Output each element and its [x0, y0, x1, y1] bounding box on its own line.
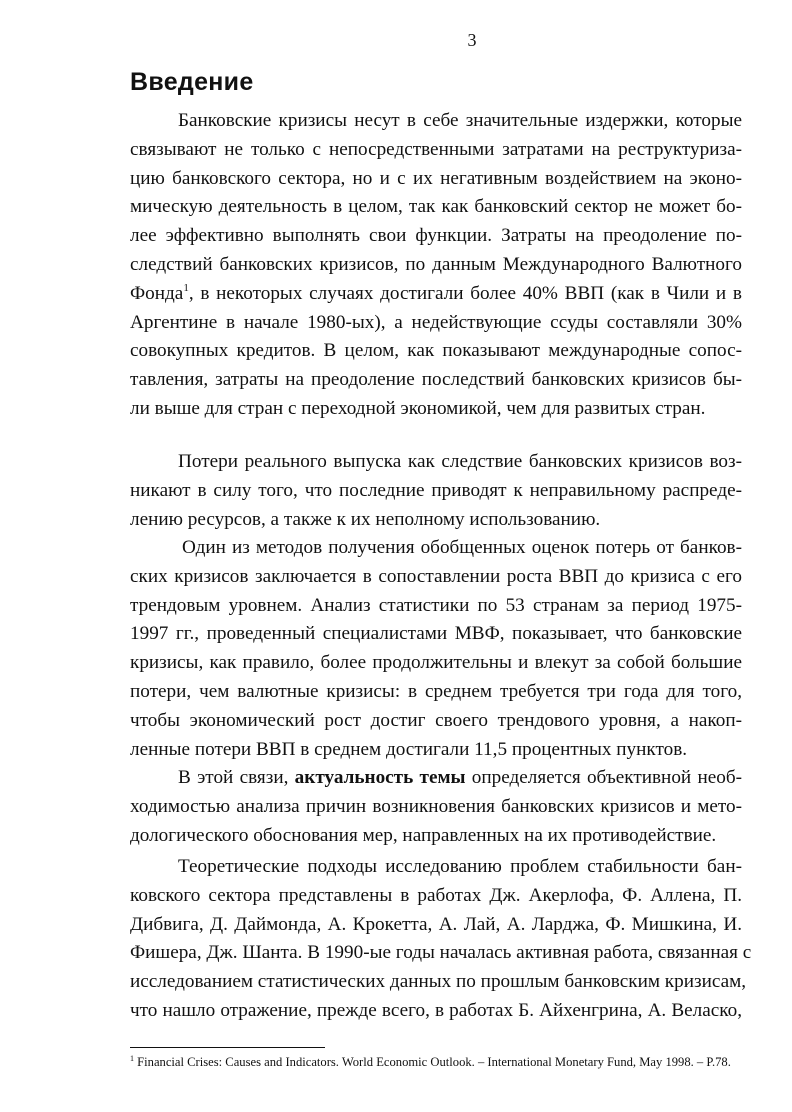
text-line: следствий банковских кризисов, по данным Международного Валютного	[130, 253, 742, 275]
text-line: ковского сектора представлены в работах Дж. Акерлофа, Ф. Аллена, П.	[130, 884, 742, 906]
paragraph-5	[130, 853, 752, 1026]
text-line: ходимостью анализа причин возникновения банковских кризисов и мето-	[130, 795, 742, 817]
text-line: Дибвига, Д. Даймонда, А. Крокетта, А. Лай, А. Ларджа, Ф. Мишкина, И.	[130, 913, 742, 935]
text-line: ли выше для стран с переходной экономикой, чем для развитых стран.	[130, 397, 706, 419]
text-line: ленные потери ВВП в среднем достигали 11,5 процентных пунктов.	[130, 738, 688, 760]
text-line: трендовым уровнем. Анализ статистики по 53 странам за период 1975-	[130, 594, 742, 616]
page-number: 3	[467, 30, 477, 50]
text-line: что нашло отражение, прежде всего, в работах Б. Айхенгрина, А. Веласко,	[130, 999, 742, 1021]
text-line: исследованием статистических данных по прошлым банковским кризисам,	[130, 971, 747, 993]
text-line: Банковские кризисы несут в себе значительные издержки, которые	[178, 110, 742, 131]
text-line: совокупных кредитов. В целом, как показывают международные сопос-	[130, 340, 742, 362]
text-line: тавления, затраты на преодоление последствий банковских кризисов бы-	[130, 369, 742, 391]
text-line: Фишера, Дж. Шанта. В 1990-ые годы началась активная работа, связанная с	[130, 942, 752, 964]
paragraph-4	[130, 764, 742, 850]
bold-text: актуальность темы	[294, 767, 466, 788]
text-line	[130, 280, 742, 309]
text-segment: определяется объективной необ-	[465, 767, 742, 788]
text-line: связывают не только с непосредственными затратами на реструктуриза-	[130, 138, 742, 160]
text-line: лее эффективно выполнять свои функции. Затраты на преодоление по-	[130, 225, 742, 247]
text-line: никают в силу того, что последние приводят к неправильному распреде-	[130, 479, 742, 501]
paragraph-1	[130, 107, 742, 424]
text-line	[130, 764, 742, 793]
text-line: Потери реального выпуска как следствие банковских кризисов воз-	[178, 451, 742, 472]
paragraph-2	[130, 448, 742, 534]
footnote-reference: 1	[183, 281, 189, 294]
text-line: Теоретические подходы исследованию проблем стабильности бан-	[178, 856, 742, 877]
text-line: кризисы, как правило, более продолжительны и влекут за собой большие	[130, 652, 742, 674]
text-segment: В этой связи,	[178, 767, 295, 788]
section-heading: Введение	[130, 68, 254, 96]
paragraph-3	[130, 534, 742, 764]
text-line: мическую деятельность в целом, так как банковский сектор не может бо-	[130, 196, 742, 218]
text-segment: Фонда	[130, 282, 184, 304]
text-segment: , в некоторых случаях достигали более 40% ВВП (как в Чили и в	[188, 282, 742, 304]
text-line: чтобы экономический рост достиг своего трендового уровня, а накоп-	[130, 709, 742, 731]
text-line: 1997 гг., проведенный специалистами МВФ, показывает, что банковские	[130, 623, 742, 645]
footnote-mark: 1	[130, 1054, 134, 1063]
footnote	[130, 1054, 742, 1070]
text-line: потери, чем валютные кризисы: в среднем требуется три года для того,	[130, 680, 742, 702]
text-line: Один из методов получения обобщенных оценок потерь от банков-	[182, 537, 742, 558]
footnote-text: Financial Crises: Causes and Indicators. World Economic Outlook. – International Monetary Fund, May 1998. – P.78.	[134, 1055, 731, 1069]
text-line: Аргентине в начале 1980-ых), а недействующие ссуды составляли 30%	[130, 311, 742, 333]
text-line: цию банковского сектора, но и с их негативным воздействием на эконо-	[130, 167, 742, 189]
footnote-separator	[130, 1047, 325, 1048]
text-line: лению ресурсов, а также к их неполному использованию.	[130, 508, 601, 530]
text-line: дологического обоснования мер, направленных на их противодействие.	[130, 824, 717, 846]
text-line: ских кризисов заключается в сопоставлении роста ВВП до кризиса с его	[130, 565, 742, 587]
